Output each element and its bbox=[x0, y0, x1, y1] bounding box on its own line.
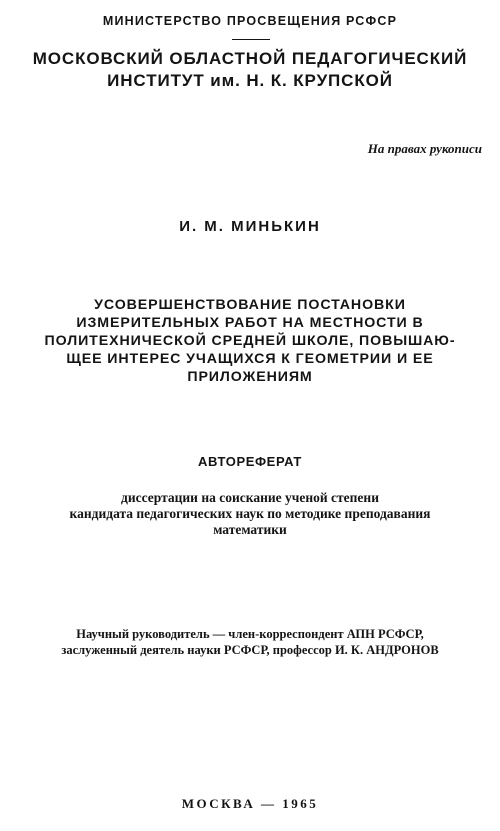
abstract-label: АВТОРЕФЕРАТ bbox=[198, 454, 302, 469]
title-line: УСОВЕРШЕНСТВОВАНИЕ ПОСТАНОВКИ bbox=[94, 297, 406, 313]
advisor-line: заслуженный деятель науки РСФСР, профессор И. К. АНДРОНОВ bbox=[61, 643, 439, 657]
header-divider bbox=[232, 39, 270, 40]
description-line: диссертации на соискание ученой степени bbox=[121, 490, 379, 505]
title-line: ПОЛИТЕХНИЧЕСКОЙ СРЕДНЕЙ ШКОЛЕ, ПОВЫШАЮ- bbox=[44, 333, 456, 349]
dissertation-description bbox=[10, 490, 490, 538]
dissertation-title bbox=[20, 296, 480, 386]
description-line: кандидата педагогических наук по методике преподавания bbox=[69, 506, 431, 521]
institute-line-1: МОСКОВСКИЙ ОБЛАСТНОЙ ПЕДАГОГИЧЕСКИЙ bbox=[32, 49, 468, 68]
description-line: математики bbox=[213, 522, 287, 537]
institute-heading bbox=[0, 48, 500, 92]
scientific-advisor bbox=[10, 626, 490, 658]
author-name: И. М. МИНЬКИН bbox=[179, 218, 321, 235]
institute-line-2: ИНСТИТУТ им. Н. К. КРУПСКОЙ bbox=[107, 71, 393, 90]
ministry-heading: МИНИСТЕРСТВО ПРОСВЕЩЕНИЯ РСФСР bbox=[102, 14, 398, 28]
title-line: ИЗМЕРИТЕЛЬНЫХ РАБОТ НА МЕСТНОСТИ В bbox=[76, 315, 424, 331]
title-line: ЩЕЕ ИНТЕРЕС УЧАЩИХСЯ К ГЕОМЕТРИИ И ЕЕ bbox=[66, 351, 434, 367]
imprint: МОСКВА — 1965 bbox=[181, 796, 319, 811]
title-line: ПРИЛОЖЕНИЯМ bbox=[187, 369, 313, 385]
manuscript-note: На правах рукописи bbox=[367, 141, 482, 156]
advisor-line: Научный руководитель — член-корреспондент АПН РСФСР, bbox=[76, 627, 424, 641]
